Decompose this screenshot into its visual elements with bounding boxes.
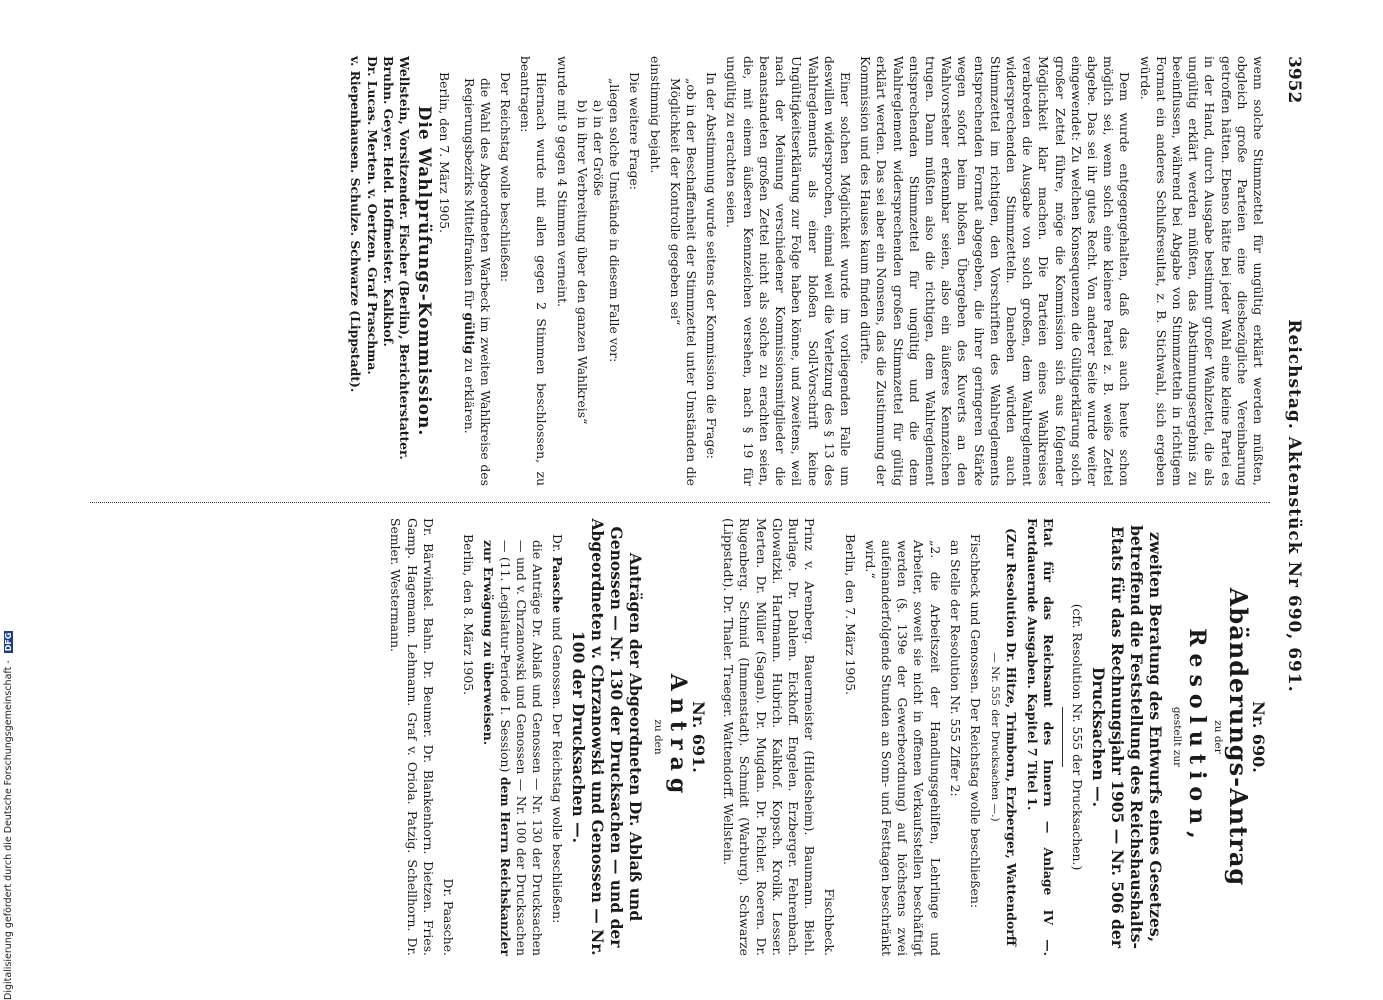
signers-text: Wellstein, Vorsitzender. Fischer (Berlin), Berichterstatter.	[397, 56, 413, 460]
signers-text: v. Riepenhausen. Schulze. Schwarze (Lippstadt).	[348, 56, 364, 393]
subject-heading: zweiten Beratung des Entwurfs eines Gesetzes, betreffend die Feststellung des Reichshaushalts-Etats für das Rechnungsjahr 1905 — Nr. 506 der Drucksachen —.	[1088, 525, 1165, 949]
list-item: b) in ihrer Verbreitung über den ganzen Wahlkreis“	[574, 100, 590, 425]
left-column	[343, 56, 1266, 486]
signer-head: Fischbeck.	[822, 888, 838, 956]
page-number: 3952	[1284, 56, 1304, 104]
signers-list: Prinz v. Arenberg. Bauermeister (Hildesheim). Baumann. Biehl. Burlage. Dr. Dahlem. Eickhoff. Engelen. Erzberger. Fehrenbach. Glowatzki. Hartmann. Hubrich. Kalkhof. Kopsch. Krolik. Lesser. Merten. Dr. Müller (Sagan). Dr. Mugdan. Dr. Pichler. Roeren. Dr. Rugenberg. Schmid (Immenstadt). Schmidt (Warburg). Schwarze (Lippstadt). Dr. Thaler. Traeger. Wattendorff. Wellstein.	[721, 518, 818, 956]
antrag-heading: Antrag	[664, 673, 691, 801]
date-line: Berlin, den 8. März 1905.	[461, 534, 477, 696]
subheading: gestellt zur	[1171, 706, 1184, 768]
column-divider	[90, 502, 1270, 503]
motion-line: an Stelle der Resolution Nr. 555 Ziffer 2:	[947, 540, 963, 797]
document-number: Nr. 691.	[688, 701, 708, 773]
paragraph: In der Abstimmung wurde seitens der Kommission die Frage:	[704, 72, 720, 459]
date-line: Berlin, den 7. März 1905.	[842, 534, 858, 696]
paragraph: Einer solchen Möglichkeit wurde im vorliegenden Falle um deswillen widersprochen, einmal weil die Verletzung des § 13 des Wahlreglements als einer bloßen Soll-Vorschrift keine Ungültigkeitserklärung zur Folge haben könne, und zweitens, weil nach der Meinung verschiedener Kommissionsmitglieder die beanstandeten großen Zettel nicht als solche zu erachten seien, die, mit einem äußeren Kennzeichen versehen, nach § 19 für ungültig zu erachten seien.	[724, 56, 853, 486]
footer-text: Digitalisierung gefördert durch die Deutsche Forschungsgemeinschaft -	[3, 660, 14, 1000]
list-item: a) in der Größe	[591, 100, 607, 197]
paragraph: wurde mit 9 gegen 4 Stimmen verneint.	[554, 56, 570, 308]
resolution-text-c: zu erklären.	[461, 357, 477, 434]
signers-line	[380, 56, 396, 486]
signers-line	[396, 56, 412, 486]
paragraph: wenn solche Stimmzettel für ungültig erklärt werden müßten, obgleich große Parteien eine diesbezügliche Vereinbarung getroffen hätten. Ebenso hätte bei jeder Wahl eine kleine Partei es in der Hand, durch Ausgabe bestimmt großer Wahlzettel, die als ungültig erklärt werden müßten, das Abstimmungsergebnis zu beeinflussen, während bei Abgabe von Stimmzetteln in richtigem Format ein anderes Schlußresultat, z. B. Stichwahl, sich ergeben würde.	[1137, 56, 1266, 486]
signers-line	[363, 56, 379, 486]
subheading: zu den	[651, 719, 664, 755]
motion-intro	[549, 518, 565, 956]
motion-body-emphasis: dem Herrn Reichskanzler zur Erwägung zu überweisen.	[481, 540, 513, 956]
resolution-text-a: die Wahl des Abgeordneten Warbeck im zweiten Wahlkreise des Regierungsbezirks Mittelfranken für	[461, 78, 493, 486]
quoted-question: „ob in der Beschaffenheit der Stimmzettel unter Umständen die Möglichkeit der Kontrolle gegeben sei“	[667, 78, 700, 486]
document-title: Abänderungs-Antrag	[1223, 587, 1253, 887]
scanned-page	[70, 26, 1310, 986]
signers-text: Dr. Lucas. Merten. v. Oertzen. Graf Praschma.	[364, 56, 380, 375]
paragraph: Hiernach wurde mit allen gegen 2 Stimmen beschlossen, zu beantragen:	[518, 56, 550, 486]
motion-quote: „2. die Arbeitszeit der Handlungsgehilfen, Lehrlinge und Arbeiter, soweit sie nicht in offenen Verkaufsstellen beschäftigt werden (§. 139e der Gewerbeordnung) auf höchstens zwei aufeinanderfolgende Stunden an Sonn- und Festtagen beschränkt wird.“	[862, 540, 943, 956]
right-column	[383, 518, 1266, 956]
page-header	[1276, 56, 1304, 956]
section-rule	[1062, 707, 1063, 767]
paragraph: Dem wurde entgegengehalten, daß das auch heute schon möglich sei, wenn solch eine kleinere Partei z. B. weiße Zettel abgebe. Das sei ihr gutes Recht. Von anderer Seite wurde weiter eingewendet: Zu welchen Konsequenzen die Gültigerklärung solch großer Zettel führe, möge die Kommission sich aus folgender Möglichkeit klar machen. Die Parteien eines Wahlkreises verabreden die Ausgabe von solch großen, dem Wahlreglement widersprechenden Stimmzetteln. Daneben würden auch Stimmzettel im richtigen, den Vorschriften des Wahlreglements entsprechenden Format abgegeben, die ihrer geringeren Stärke wegen sofort beim bloßen Übergeben des Kuverts an den Wahlvorsteher erkennbar seien, also ein äußeres Kennzeichen trugen. Dann müßten also die richtigen, dem Wahlreglement entsprechenden Stimmzettel für ungültig und die dem Wahlreglement widersprechenden großen Stimmzettel für gültig erklärt werden. Das sei aber ein Nonsens, das die Zustimmung der Kommission und des Hauses kaum finden dürfte.	[858, 56, 1133, 486]
digitization-footer	[3, 580, 14, 1000]
reference-note: (cfr. Resolution Nr. 555 der Drucksachen.)	[1069, 603, 1085, 871]
motion-intro-a: Dr.	[550, 534, 566, 553]
paragraph: Die weitere Frage:	[627, 72, 643, 190]
quoted-question: „liegen solche Umstände in diesem Falle vor:	[607, 78, 623, 363]
resolution-reference: (Zur Resolution Dr. Hitze, Trimborn, Erzberger, Wattendorff	[1004, 528, 1020, 946]
resolution-heading: Resolution,	[1184, 628, 1211, 846]
date-line: Berlin, den 7. März 1905.	[437, 72, 453, 234]
subject-heading: Anträgen der Abgeordneten Dr. Ablaß und Genossen — Nr. 130 der Drucksachen — und der Abgeordneten v. Chrzanowski und Genossen — Nr. 100 der Drucksachen —.	[569, 518, 646, 956]
commission-title: Die Wahlprüfungs-Kommission.	[414, 105, 435, 437]
motion-intro: Fischbeck und Genossen. Der Reichstag wolle beschließen:	[967, 534, 983, 908]
signers-line	[347, 56, 363, 486]
resolution-text	[460, 56, 492, 486]
motion-body	[480, 518, 545, 956]
signers-text: Bruhn. Geyer. Held. Hoffmeister. Kalkhof.	[380, 56, 396, 347]
etat-heading: Etat für das Reichsamt des Innern — Anlage IV —. Fortdauernde Ausgaben. Kapitel 7 Titel 1.	[1024, 518, 1056, 956]
running-title: Reichstag. Aktenstück Nr 690, 691.	[1284, 319, 1304, 693]
signers-list: Dr. Bärwinkel. Bahn. Dr. Beumer. Dr. Blankenhorn. Dietzen. Fries. Gamp. Hagemann. Lehmann. Graf v. Oriola. Patzig. Schellhorn. Dr. Semler. Westermann.	[388, 518, 436, 956]
resolution-reference-small: — Nr. 555 der Drucksachen —.)	[989, 652, 1002, 822]
paragraph: einstimmig bejaht.	[647, 56, 663, 174]
motion-body-a: die Anträge Dr. Ablaß und Genossen — Nr. 130 der Drucksachen — und v. Chrzanowski und Genossen — Nr. 100 der Drucksachen — (11. Legislatur-Periode I. Session)	[497, 540, 546, 956]
motion-intro-c: und Genossen. Der Reichstag wolle beschließen:	[550, 616, 566, 924]
motion-intro-name: Paasche	[550, 556, 566, 613]
signer-head: Dr. Paasche.	[441, 878, 457, 956]
paragraph: Der Reichstag wolle beschließen:	[498, 72, 514, 283]
document-number: Nr. 690.	[1249, 701, 1268, 773]
dfg-logo-icon: DFG	[4, 632, 13, 652]
subheading: zu der	[1211, 720, 1224, 754]
resolution-emphasis: gültig	[461, 312, 477, 355]
